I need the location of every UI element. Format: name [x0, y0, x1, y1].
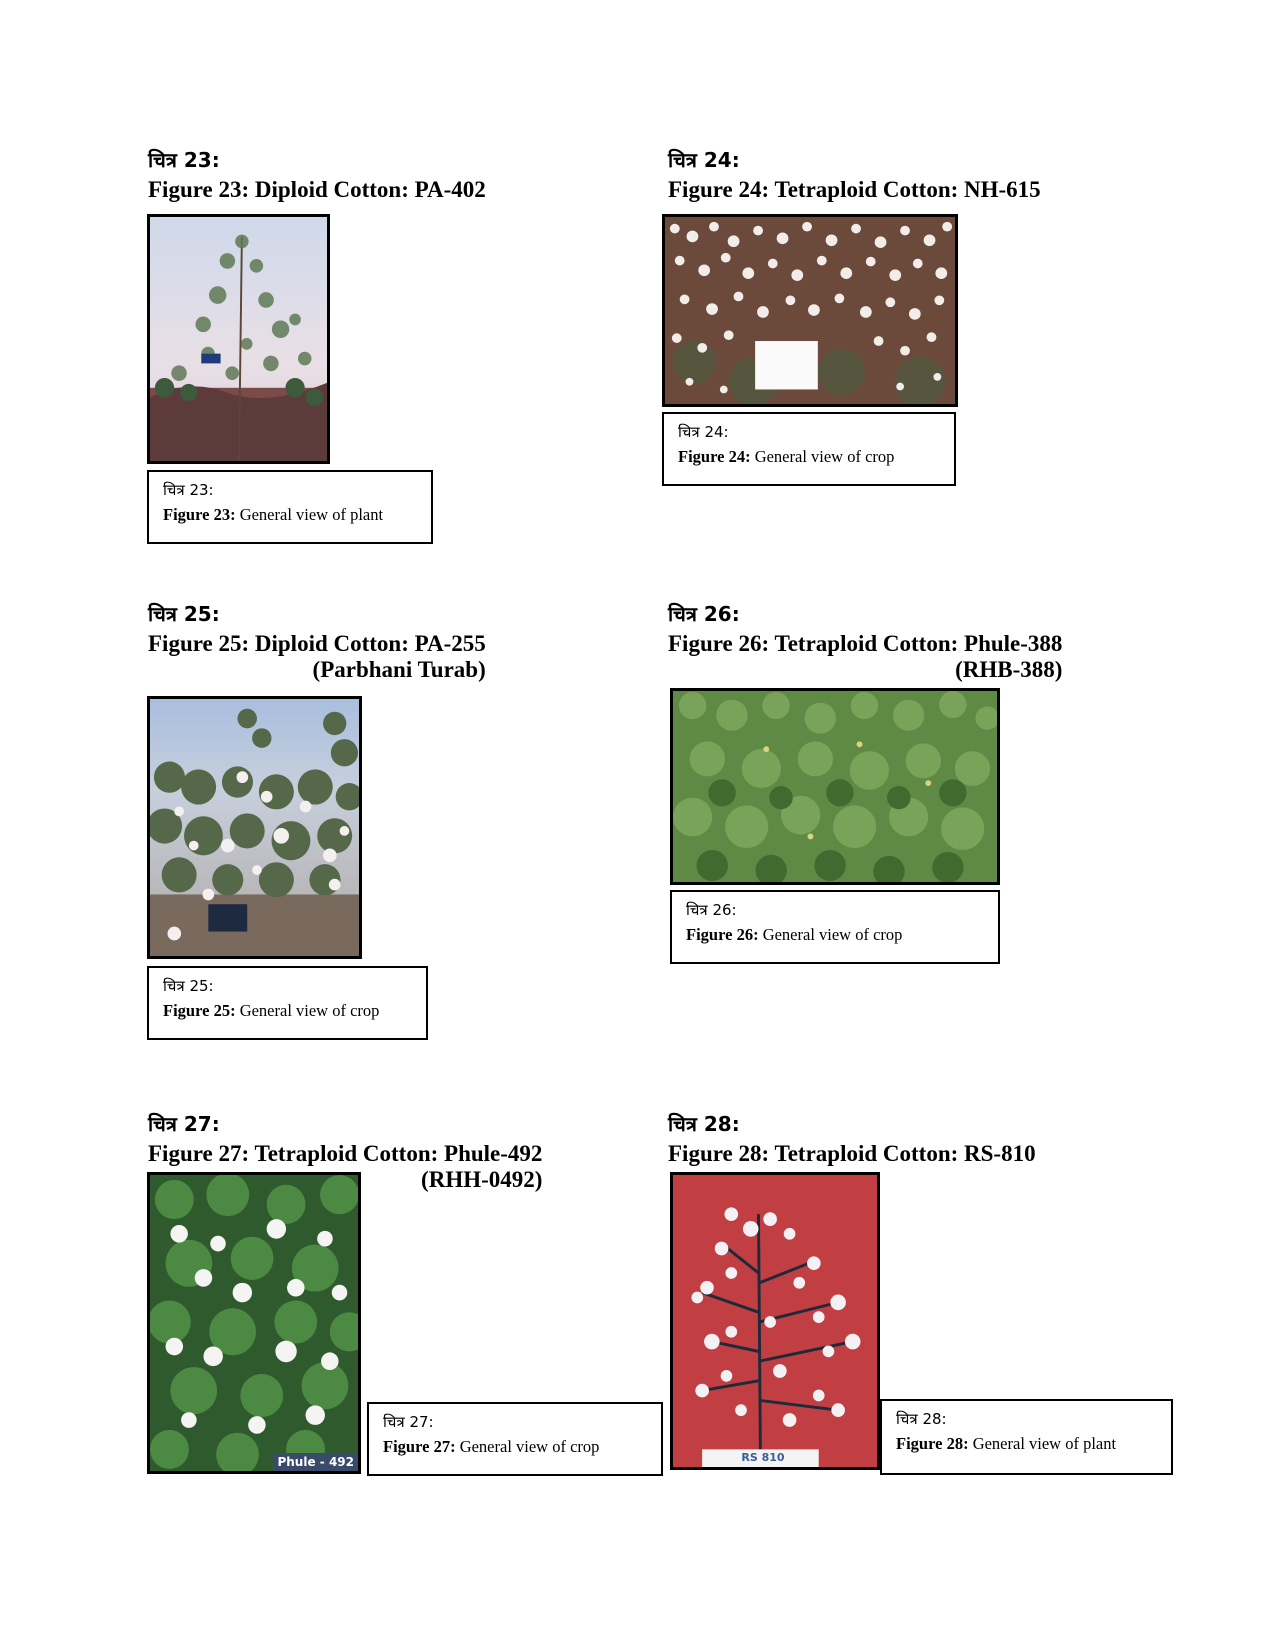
- fig28-photo-label: [703, 1449, 823, 1467]
- fig27-caption-label: Figure 27:: [383, 1437, 456, 1456]
- fig27-caption-text: [383, 1432, 661, 1462]
- fig24-caption-hindi: चित्र 24:: [678, 423, 729, 441]
- fig27-photo-label: [273, 1453, 358, 1471]
- fig28-caption-box: [880, 1399, 1173, 1475]
- fig23-title-text: Figure 23: Diploid Cotton: PA-402: [148, 177, 486, 202]
- fig28-title: [668, 1141, 1036, 1167]
- fig24-title: [668, 177, 1041, 203]
- fig24-hindi-heading: चित्र 24:: [668, 148, 740, 172]
- fig26-subtitle: (RHB-388): [955, 657, 1063, 682]
- fig25-caption-text: [163, 996, 426, 1026]
- fig27-title-text: Figure 27: Tetraploid Cotton: Phule-492: [148, 1141, 543, 1166]
- fig25-photo: [147, 696, 362, 959]
- fig23-title: [148, 177, 486, 203]
- fig28-photo: [670, 1172, 880, 1470]
- fig25-caption-box: [147, 966, 428, 1040]
- fig23-caption-desc: General view of plant: [235, 505, 384, 524]
- fig27-photo: [147, 1172, 361, 1474]
- fig24-title-text: Figure 24: Tetraploid Cotton: NH-615: [668, 177, 1041, 202]
- fig28-hindi-heading: चित्र 28:: [668, 1112, 740, 1136]
- fig27-caption-desc: General view of crop: [455, 1437, 600, 1456]
- fig27-photo-label-text: Phule - 492: [277, 1455, 354, 1469]
- fig26-caption-label: Figure 26:: [686, 925, 759, 944]
- fig25-subtitle: (Parbhani Turab): [312, 657, 486, 682]
- fig25-title-text: Figure 25: Diploid Cotton: PA-255: [148, 631, 486, 656]
- fig24-caption-label: Figure 24:: [678, 447, 751, 466]
- fig27-subtitle: (RHH-0492): [421, 1167, 543, 1192]
- fig26-caption-hindi: चित्र 26:: [686, 901, 737, 919]
- fig23-caption-label: Figure 23:: [163, 505, 236, 524]
- fig24-caption-box: [662, 412, 956, 486]
- fig23-photo: [147, 214, 330, 464]
- fig23-caption-box: [147, 470, 433, 544]
- fig27-hindi-heading: चित्र 27:: [148, 1112, 220, 1136]
- fig26-caption-text: [686, 920, 998, 950]
- fig23-caption-hindi: चित्र 23:: [163, 481, 214, 499]
- fig23-hindi-heading: चित्र 23:: [148, 148, 220, 172]
- fig25-title: [148, 631, 486, 683]
- fig28-caption-desc: General view of plant: [968, 1434, 1117, 1453]
- fig26-photo: [670, 688, 1000, 885]
- fig25-caption-hindi: चित्र 25:: [163, 977, 214, 995]
- fig26-caption-desc: General view of crop: [758, 925, 903, 944]
- fig28-title-text: Figure 28: Tetraploid Cotton: RS-810: [668, 1141, 1036, 1166]
- fig24-caption-desc: General view of crop: [750, 447, 895, 466]
- fig25-hindi-heading: चित्र 25:: [148, 602, 220, 626]
- fig25-caption-desc: General view of crop: [235, 1001, 380, 1020]
- fig28-caption-text: [896, 1429, 1171, 1459]
- fig24-photo: [662, 214, 958, 407]
- fig27-caption-box: [367, 1402, 663, 1476]
- fig26-title: [668, 631, 1062, 683]
- fig26-caption-box: [670, 890, 1000, 964]
- fig27-caption-hindi: चित्र 27:: [383, 1413, 434, 1431]
- fig28-photo-label-text: RS 810: [741, 1451, 785, 1464]
- fig28-caption-hindi: चित्र 28:: [896, 1410, 947, 1428]
- fig25-caption-label: Figure 25:: [163, 1001, 236, 1020]
- fig28-caption-label: Figure 28:: [896, 1434, 969, 1453]
- fig23-caption-text: [163, 500, 431, 530]
- fig26-title-text: Figure 26: Tetraploid Cotton: Phule-388: [668, 631, 1063, 656]
- fig26-hindi-heading: चित्र 26:: [668, 602, 740, 626]
- fig24-caption-text: [678, 442, 954, 472]
